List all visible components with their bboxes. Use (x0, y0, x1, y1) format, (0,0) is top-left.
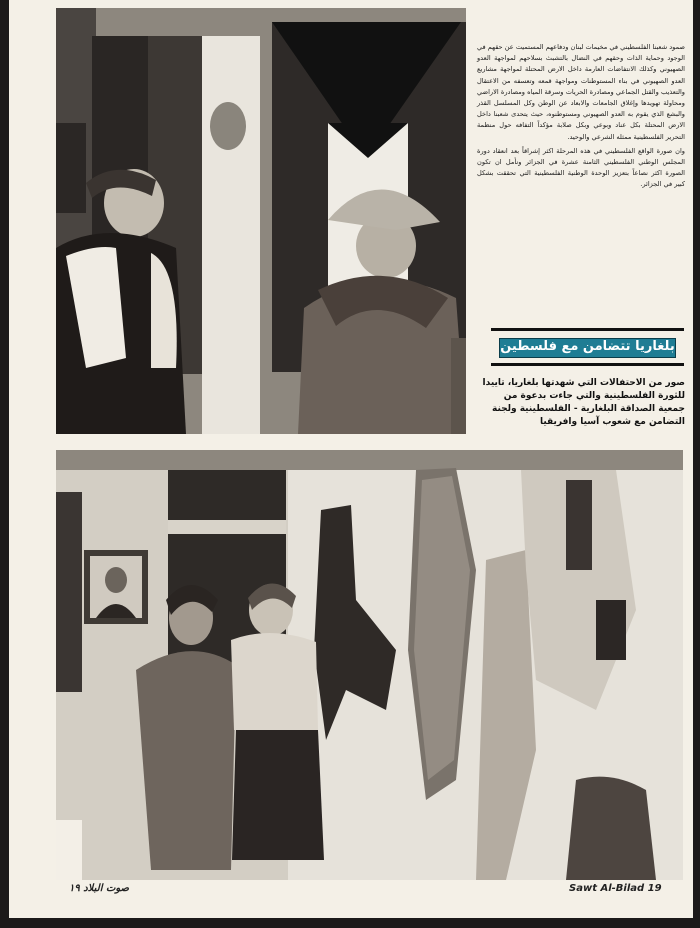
photo-exhibition-keffiyehs (56, 450, 683, 880)
footer-page-number-arabic: صوت البلاد ١٩ (69, 883, 130, 894)
banner-title: بلغاريا تتضامن مع فلسطين (500, 339, 675, 354)
headline-banner (491, 328, 684, 366)
article-paragraph-2: وان صورة الواقع الفلسطيني في هذه المرحلة اكثر إشراقاً بعد انعقاد دورة المجلس الوطني الفلسطيني الثامنة عشرة في الجزائر ونأمل ان تكون الصورة اكثر نصاعاً بتعزيز الوحدة الوطنية الفلسطينية التي تحققت بشكل كبير في الجزائر. (477, 146, 685, 189)
photo-women-before-flags (56, 8, 466, 434)
photo-caption: صور من الاحتفالات التي شهدتها بلغاريا، تاييدا للثورة الفلسطينية والتي جاءت بدعوة من جمعية الصداقة البلغارية - الفلسطينية ولجنة التضامن مع شعوب آسيا وافريقيا (482, 378, 685, 427)
banner-top-rule (491, 328, 684, 331)
footer-page-number-latin: Sawt Al-Bilad 19 (569, 883, 662, 894)
article-text (477, 42, 685, 194)
photo-bottom-illustration (56, 450, 683, 880)
photo-top-illustration (56, 8, 466, 434)
magazine-page (9, 0, 693, 918)
banner-bottom-rule (491, 363, 684, 366)
article-paragraph-1: صمود شعبنا الفلسطيني في مخيمات لبنان ودفاعهم المستميت عن حقهم في الوجود وحماية الذات وحقهم في النضال بالتشبث بسلاحهم لمواجهة العدو الصهيوني وكذلك الانتفاضات العارمة داخل الارض المحتلة لمواجهة مشاريع العدو الصهيوني في بناء المستوطنات ومواجهة قمعه وتعسفه من الاعتقال والتعذيب والقتل الجماعي ومصادرة الحريات وسرقة المياه ومصادرة الاراضي ومحاولة تهويدها وإغلاق الجامعات والابعاد عن الوطن وكل المسلسل القذر والبشع الذي يقوم به العدو الصهيوني ومستوطنوه، حيث يتحدى شعبنا داخل الارض المحتلة بكل عناد وبوعي وبكل صلابة مؤكداً التفافه حول منظمة التحرير الفلسطينية ممثله الشرعي والوحيد. (477, 43, 685, 141)
